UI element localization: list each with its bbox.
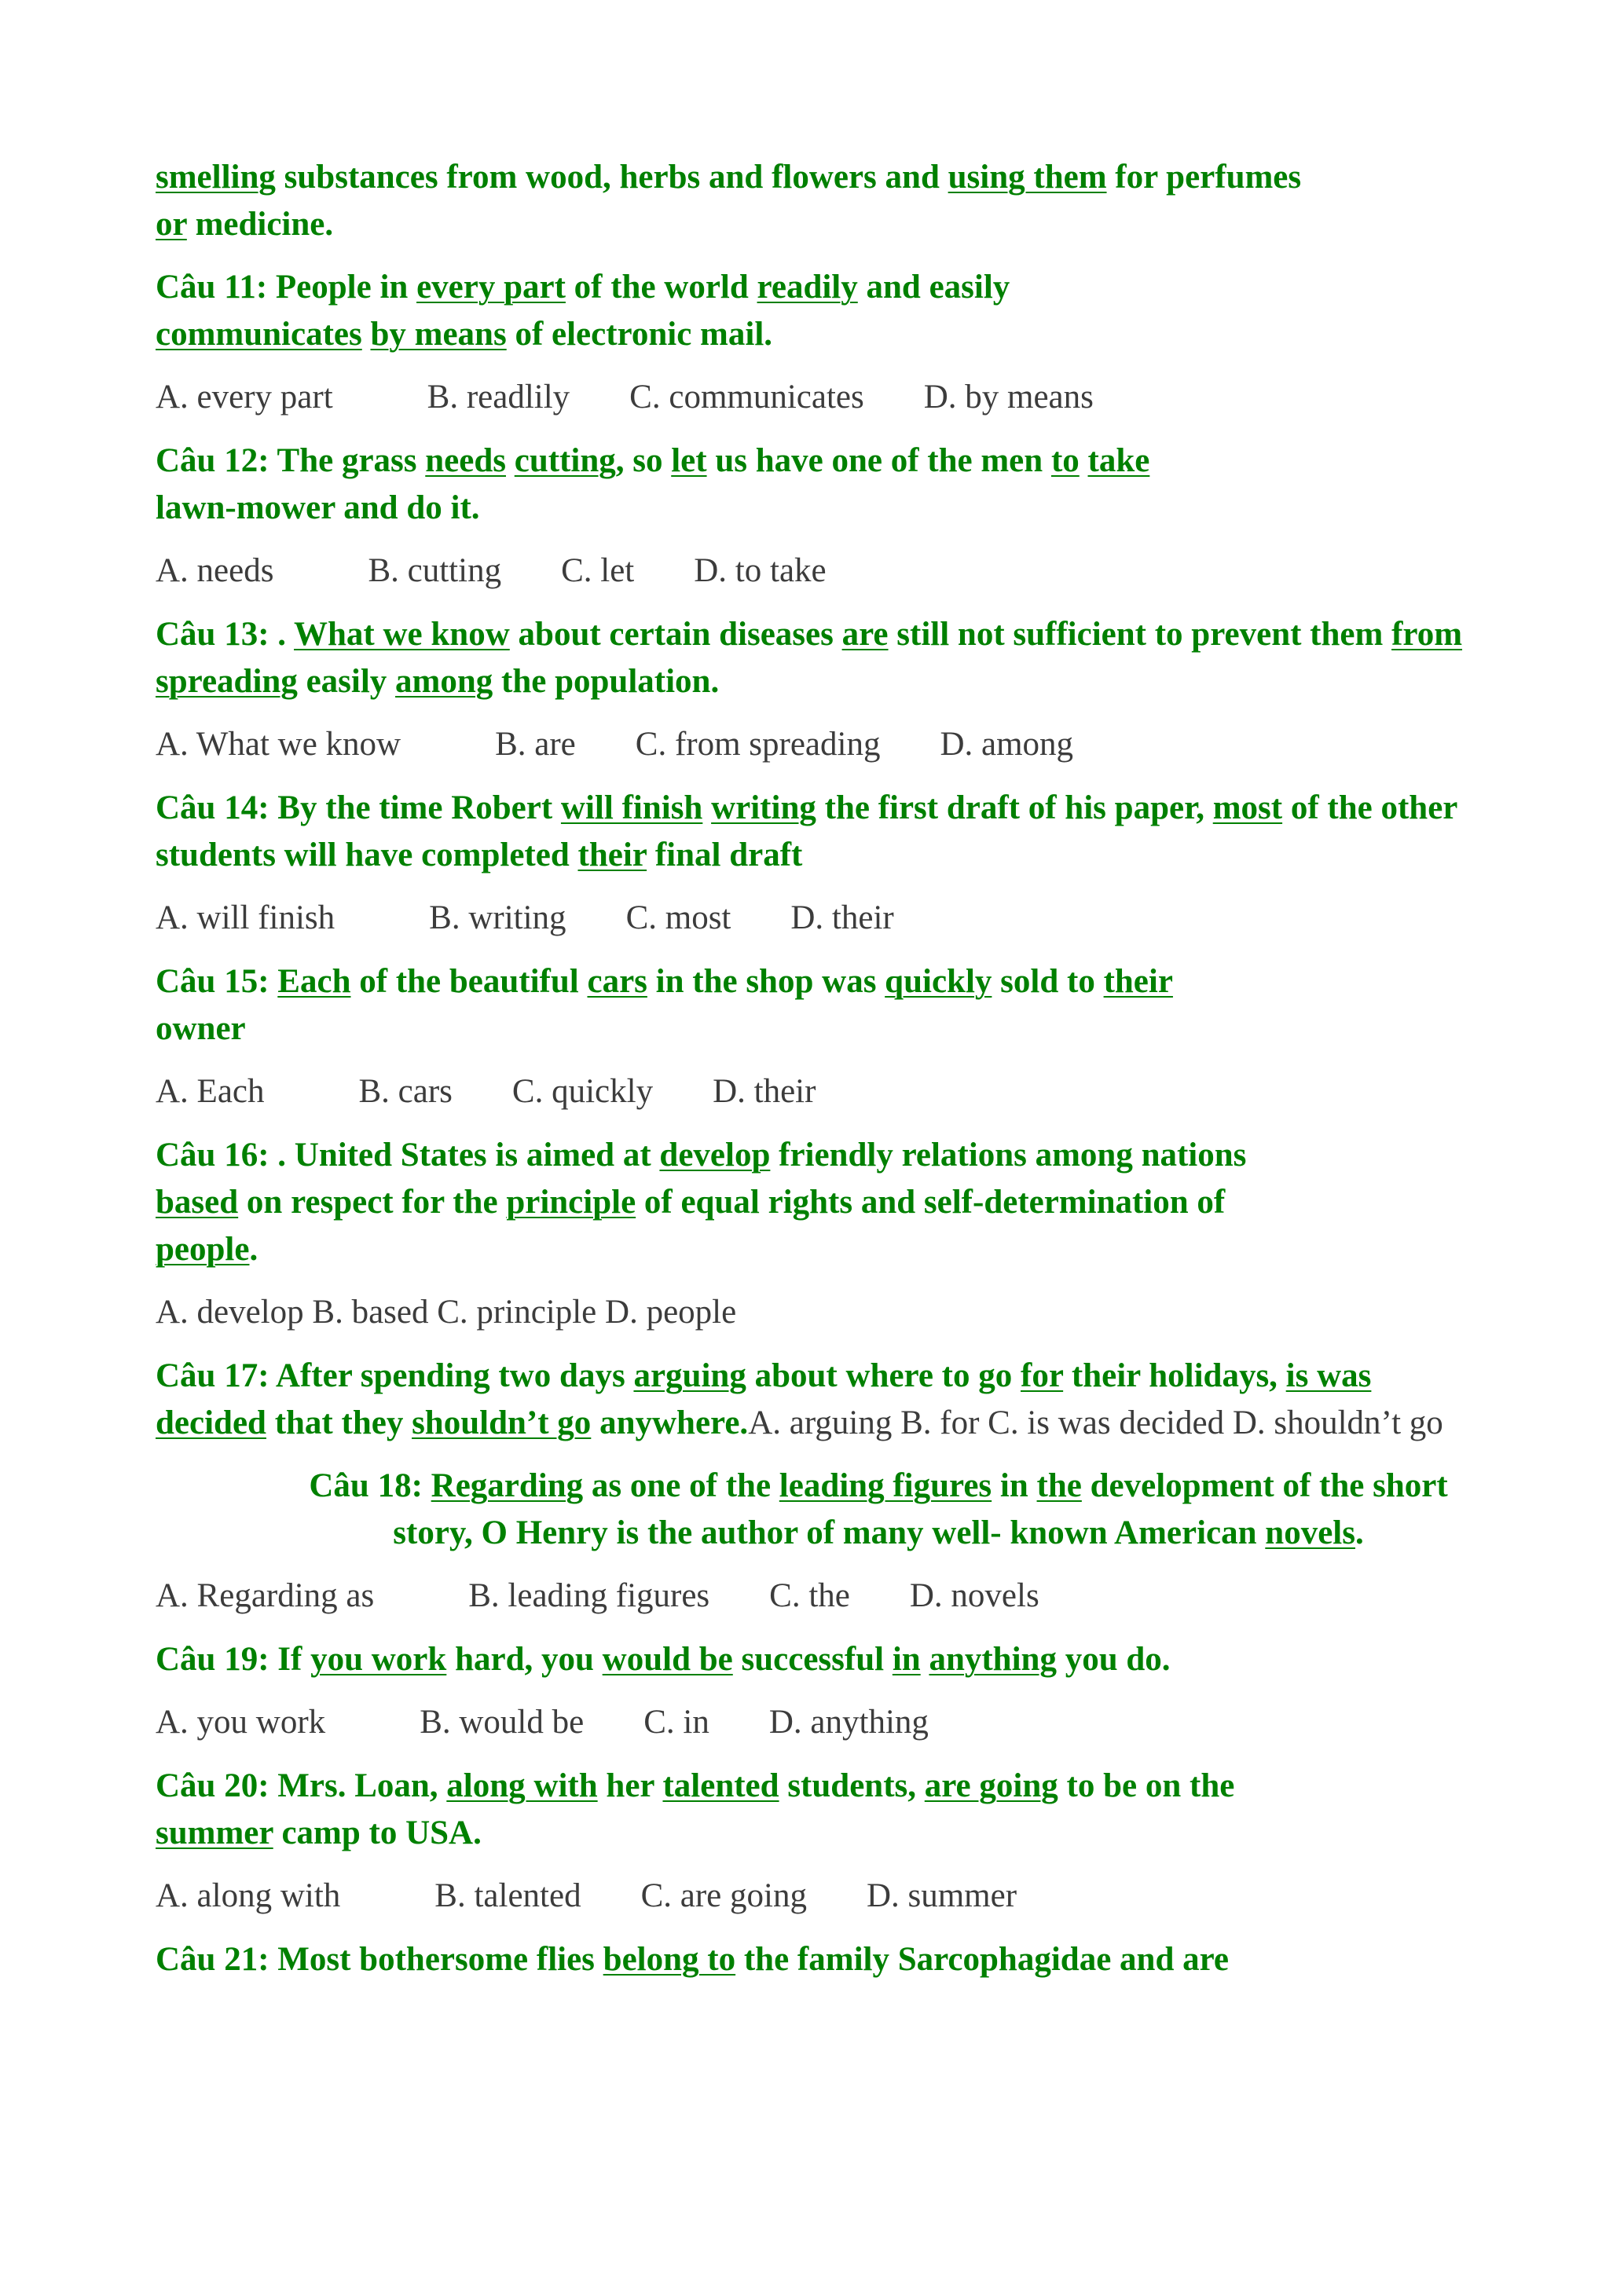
underlined-word: from spreading xyxy=(156,616,1463,700)
underlined-word: along with xyxy=(446,1767,598,1804)
option-b: B. writing xyxy=(429,899,566,936)
options-16: A. develop B. based C. principle D. people xyxy=(156,1294,737,1331)
question-21: Câu 21: Most bothersome flies belong to the family Sarcophagidae and are xyxy=(156,1941,1230,1978)
option-c: C. most xyxy=(625,899,731,936)
underlined-word: cutting xyxy=(514,442,616,479)
question-12: Câu 12: The grass needs cutting, so let us have one of the men to take lawn-mower and do it. xyxy=(156,442,1150,526)
underlined-word: are xyxy=(841,616,889,653)
options-19 xyxy=(156,1699,1476,1746)
option-a: A. along with xyxy=(156,1877,341,1914)
option-c: C. the xyxy=(769,1577,850,1614)
underlined-word: by means xyxy=(370,316,507,353)
question-15: Câu 15: Each of the beautiful cars in the shop was quickly sold to their owner xyxy=(156,963,1173,1047)
option-b: B. would be xyxy=(420,1704,585,1741)
option-a: A. will finish xyxy=(156,899,335,936)
underlined-word: Each xyxy=(277,963,351,1000)
underlined-word: people xyxy=(156,1231,250,1268)
option-b: B. readlily xyxy=(427,379,570,416)
underlined-word: leading figures xyxy=(779,1467,992,1504)
question-17: Câu 17: After spending two days arguing about where to go for their holidays, is was decided that they shouldn’t go anywhere.A. arguing B. for C. is was decided D. shouldn’t go xyxy=(156,1357,1443,1441)
underlined-word: belong to xyxy=(603,1941,736,1978)
underlined-word: or xyxy=(156,206,187,243)
underlined-word: shouldn’t go xyxy=(412,1404,592,1441)
underlined-word: their xyxy=(577,837,647,873)
option-a: A. Each xyxy=(156,1073,265,1110)
options-20 xyxy=(156,1873,1476,1920)
underlined-word: talented xyxy=(662,1767,779,1804)
options-18 xyxy=(156,1573,1476,1620)
underlined-word: quickly xyxy=(885,963,992,1000)
options-13 xyxy=(156,721,1476,768)
options-17: A. arguing B. for C. is was decided D. shouldn’t go xyxy=(748,1404,1443,1441)
underlined-word: is was decided xyxy=(156,1357,1372,1441)
underlined-word: among xyxy=(395,663,493,700)
underlined-word: Regarding xyxy=(431,1467,584,1504)
underlined-word: smelling xyxy=(156,159,276,196)
underlined-word: for xyxy=(1021,1357,1064,1394)
option-b: B. are xyxy=(495,726,576,763)
option-d: D. their xyxy=(790,899,894,936)
option-c: C. quickly xyxy=(511,1073,654,1110)
option-d: D. summer xyxy=(866,1877,1017,1914)
document-content xyxy=(156,154,1476,1983)
options-14 xyxy=(156,895,1476,942)
underlined-word: develop xyxy=(659,1137,771,1174)
option-b: B. cars xyxy=(358,1073,453,1110)
underlined-word: to xyxy=(1050,442,1080,479)
options-11 xyxy=(156,374,1476,421)
option-a: A. needs xyxy=(156,552,274,589)
underlined-word: their xyxy=(1103,963,1173,1000)
question-19: Câu 19: If you work hard, you would be successful in anything you do. xyxy=(156,1641,1171,1678)
underlined-word: in xyxy=(892,1641,921,1678)
option-c: C. from spreading xyxy=(635,726,881,763)
option-c: C. are going xyxy=(640,1877,807,1914)
option-d: D. their xyxy=(713,1073,816,1110)
underlined-word: summer xyxy=(156,1814,273,1851)
underlined-word: anything xyxy=(929,1641,1057,1678)
intro-sentence: smelling substances from wood, herbs and flowers and using them for perfumes or medicine. xyxy=(156,159,1302,243)
option-a: A. What we know xyxy=(156,726,401,763)
options-15 xyxy=(156,1068,1476,1115)
underlined-word: What we know xyxy=(294,616,510,653)
underlined-word: using them xyxy=(948,159,1107,196)
underlined-word: let xyxy=(671,442,707,479)
question-20: Câu 20: Mrs. Loan, along with her talented students, are going to be on the summer camp to USA. xyxy=(156,1767,1235,1851)
underlined-word: readily xyxy=(757,269,858,306)
underlined-word: principle xyxy=(506,1184,636,1221)
option-a: A. you work xyxy=(156,1704,326,1741)
underlined-word: arguing xyxy=(633,1357,746,1394)
underlined-word: cars xyxy=(587,963,647,1000)
options-12 xyxy=(156,547,1476,595)
option-d: D. to take xyxy=(694,552,827,589)
question-13: Câu 13: . What we know about certain diseases are still not sufficient to prevent them from spreading easily among the population. xyxy=(156,616,1463,700)
underlined-word: most xyxy=(1212,789,1283,826)
question-18: Câu 18: Regarding as one of the leading figures in the development of the short story, O Henry is the author of many well- known American novels. xyxy=(309,1467,1448,1551)
underlined-word: novels xyxy=(1265,1514,1355,1551)
underlined-word: writing xyxy=(711,789,816,826)
option-b: B. talented xyxy=(434,1877,581,1914)
underlined-word: you work xyxy=(310,1641,447,1678)
option-a: A. Regarding as xyxy=(156,1577,375,1614)
option-d: D. by means xyxy=(923,379,1094,416)
underlined-word: based xyxy=(156,1184,239,1221)
question-14: Câu 14: By the time Robert will finish writing the first draft of his paper, most of the other students will have completed their final draft xyxy=(156,789,1457,873)
option-c: C. in xyxy=(643,1704,709,1741)
option-d: D. novels xyxy=(909,1577,1039,1614)
option-b: B. cutting xyxy=(368,552,502,589)
underlined-word: are going xyxy=(924,1767,1058,1804)
question-16: Câu 16: . United States is aimed at develop friendly relations among nations based on respect for the principle of equal rights and self-determination of people. xyxy=(156,1137,1247,1268)
underlined-word: needs xyxy=(425,442,506,479)
underlined-word: would be xyxy=(602,1641,733,1678)
option-d: D. anything xyxy=(768,1704,929,1741)
underlined-word: will finish xyxy=(560,789,703,826)
question-11: Câu 11: People in every part of the world readily and easily communicates by means of electronic mail. xyxy=(156,269,1010,353)
option-c: C. communicates xyxy=(629,379,864,416)
underlined-word: communicates xyxy=(156,316,362,353)
option-d: D. among xyxy=(940,726,1074,763)
option-b: B. leading figures xyxy=(468,1577,710,1614)
underlined-word: take xyxy=(1087,442,1150,479)
underlined-word: the xyxy=(1036,1467,1082,1504)
option-a: A. every part xyxy=(156,379,333,416)
option-c: C. let xyxy=(561,552,635,589)
underlined-word: every part xyxy=(416,269,566,306)
